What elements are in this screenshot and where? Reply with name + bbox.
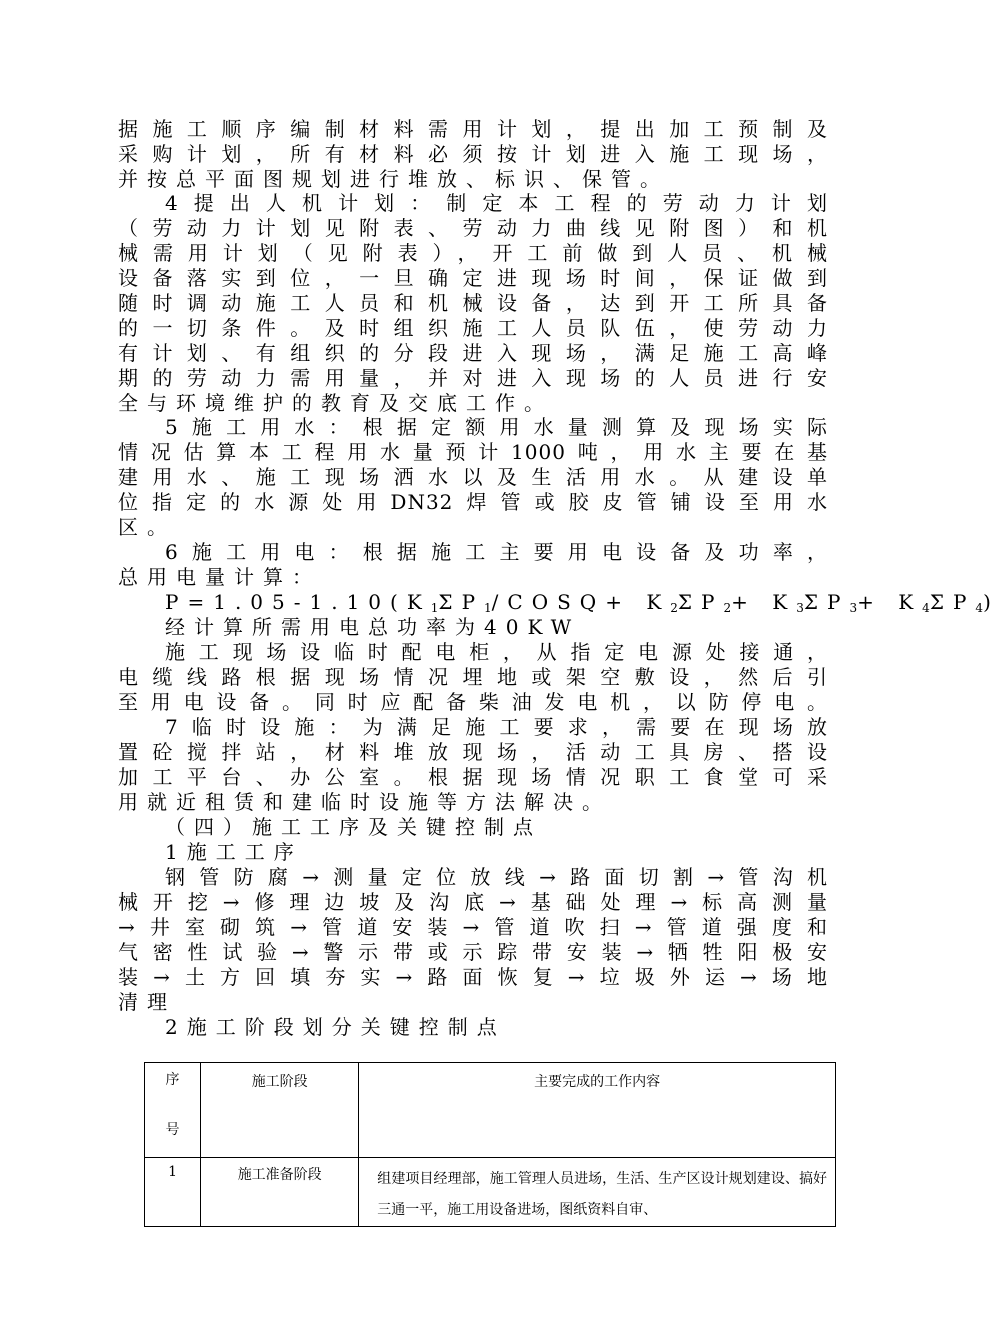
formula-sub: 3 <box>849 601 858 615</box>
text-line: 期的劳动力需用量，并对进入现场的人员进行安 <box>118 366 828 390</box>
text-line: 的一切条件。及时组织施工人员队伍，使劳动力 <box>118 316 828 340</box>
header-seq <box>145 1063 201 1158</box>
text-line: 电缆线路根据现场情况埋地或架空敷设，然后引 <box>118 665 828 689</box>
formula-part: ΣP <box>438 590 485 614</box>
formula-part: ΣP <box>929 590 976 614</box>
text-line: 有计划、有组织的分段进入现场，满足施工高峰 <box>118 341 828 365</box>
row-content: 组建项目经理部，施工管理人员进场，生活、生产区设计规划建设、搞好三通一平，施工用设备进场，图纸资料自审、 <box>359 1158 836 1227</box>
text-line: 并按总平面图规划进行堆放、标识、保管。 <box>118 167 669 191</box>
row-stage: 施工准备阶段 <box>201 1158 359 1227</box>
formula-part: + K <box>857 590 923 614</box>
formula-sub: 4 <box>922 601 930 615</box>
text-line: 区。 <box>118 515 176 539</box>
text-line: 随时调动施工人员和机械设备，达到开工所具备 <box>118 291 828 315</box>
subsection-heading: 2施工阶段划分关键控制点 <box>165 1015 506 1039</box>
section-heading: （四）施工工序及关键控制点 <box>165 815 542 839</box>
process-line: 气密性试验→警示带或示踪带安装→牺牲阳极安 <box>118 940 828 964</box>
text-line: 设备落实到位，一旦确定进现场时间，保证做到 <box>118 266 828 290</box>
subsection-heading: 1施工工序 <box>165 840 303 864</box>
process-line: →井室砌筑→管道安装→管道吹扫→管道强度和 <box>118 915 828 939</box>
formula-sub: 2 <box>670 601 678 615</box>
formula-part: ΣP <box>803 590 850 614</box>
formula-sub: 2 <box>723 601 732 615</box>
formula-sub: 1 <box>484 601 492 615</box>
formula-part: P=1.05-1.10(K <box>165 590 431 614</box>
text-line: 4提出人机计划：制定本工程的劳动力计划 <box>165 191 828 215</box>
text-line: 施工现场设临时配电柜，从指定电源处接通， <box>165 640 828 664</box>
text-line: 采购计划，所有材料必须按计划进入施工现场， <box>118 142 828 166</box>
header-seq-bottom: 号 <box>165 1122 180 1138</box>
text-line: 置砼搅拌站，材料堆放现场，活动工具房、搭设 <box>118 740 828 764</box>
formula-sub: 3 <box>796 601 804 615</box>
text-line: 械需用计划（见附表），开工前做到人员、机械 <box>118 241 828 265</box>
text-line: （劳动力计划见附表、劳动力曲线见附图）和机 <box>118 216 828 240</box>
text-line: 至用电设备。同时应配备柴油发电机，以防停电。 <box>118 690 828 714</box>
formula-sub: 4 <box>975 601 984 615</box>
text-line: 据施工顺序编制材料需用计划，提出加工预制及 <box>118 117 828 141</box>
formula-part: + K <box>731 590 797 614</box>
text-line: 经计算所需用电总功率为40KW <box>165 615 581 639</box>
text-line: 情况估算本工程用水量预计1000吨，用水主要在基 <box>118 440 828 464</box>
text-line: 全与环境维护的教育及交底工作。 <box>118 391 553 415</box>
table-row <box>145 1158 836 1227</box>
formula-sub: 1 <box>430 601 439 615</box>
text-line: 加工平台、办公室。根据现场情况职工食堂可采 <box>118 765 828 789</box>
formula-part: ) <box>983 590 1000 614</box>
text-line: 总用电量计算： <box>118 565 321 589</box>
formula-part: ΣP <box>677 590 724 614</box>
text-line: 位指定的水源处用DN32焊管或胶皮管铺设至用水 <box>118 490 828 514</box>
header-seq-top: 序 <box>165 1072 180 1088</box>
table-header-row <box>145 1063 836 1158</box>
formula-part: /COSQ+ K <box>491 590 671 614</box>
header-stage: 施工阶段 <box>201 1063 359 1158</box>
header-content: 主要完成的工作内容 <box>359 1063 836 1158</box>
process-line: 装→土方回填夯实→路面恢复→垃圾外运→场地 <box>118 965 828 989</box>
row-num: 1 <box>145 1158 201 1227</box>
text-line: 用就近租赁和建临时设施等方法解决。 <box>118 790 611 814</box>
text-line: 建用水、施工现场洒水以及生活用水。从建设单 <box>118 465 828 489</box>
process-line: 械开挖→修理边坡及沟底→基础处理→标高测量 <box>118 890 828 914</box>
stage-table <box>144 1062 836 1227</box>
text-line: 5施工用水：根据定额用水量测算及现场实际 <box>165 415 828 439</box>
text-line: 7临时设施：为满足施工要求，需要在现场放 <box>165 715 828 739</box>
process-line: 清理 <box>118 990 176 1014</box>
process-line: 钢管防腐→测量定位放线→路面切割→管沟机 <box>165 865 828 889</box>
text-line: 6施工用电：根据施工主要用电设备及功率， <box>165 540 828 564</box>
